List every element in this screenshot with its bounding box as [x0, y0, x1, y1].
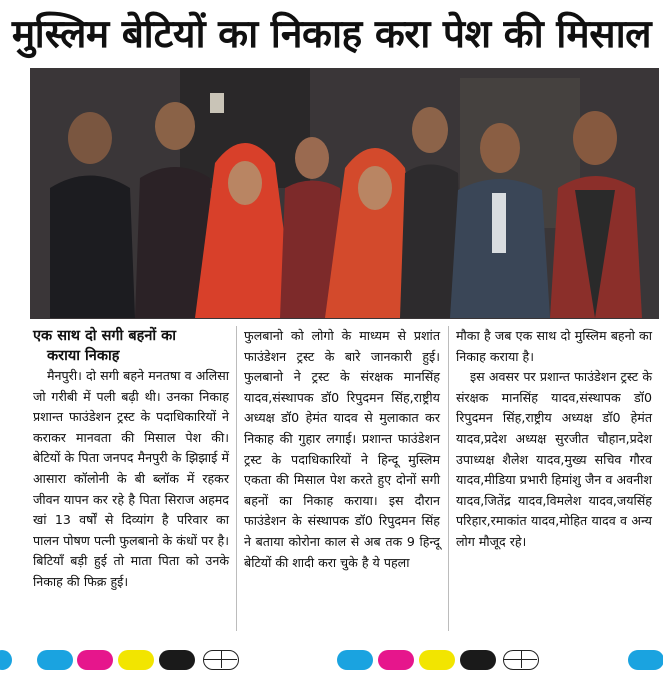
group-photo-icon: [30, 68, 659, 319]
yellow-dot: [419, 650, 455, 670]
subhead-line-1: एक साथ दो सगी बहनों का: [33, 328, 177, 344]
registration-marks-left: [0, 650, 260, 670]
cyan-dot: [628, 650, 663, 670]
subhead-line-2: कराया निकाह: [47, 348, 120, 364]
article-subhead: [33, 326, 229, 366]
cyan-dot: [337, 650, 373, 670]
article-paragraph: मौका है जब एक साथ दो मुस्लिम बहनो का निकाह कराया है।: [456, 328, 652, 364]
article-column-1: [33, 326, 229, 593]
column-divider: [448, 326, 449, 631]
column-divider: [236, 326, 237, 631]
registration-marks-right: [330, 650, 663, 670]
black-dot: [460, 650, 496, 670]
article-paragraph: मैनपुरी। दो सगी बहने मनतषा व अलिसा जो गरीबी में पली बढ़ी थी। उनका निकाह प्रशान्त फाउंडेशन ट्रस्ट के पदाधिकारियों ने कराकर मानवता की मिसाल पेश की। बेटियों के पिता जनपद मैनपुरी के झिझाई में आसारा कॉलोनी के बी ब्लॉक में रहकर जीवन यापन कर रहे है पिता सिराज अहमद खां 13 वर्षों से दिव्यांग है परिवार का पालन पोषण पत्नी फुलबानो के कंधों पर है। बिटियाँ बड़ी हुई तो माता पिता को उनके निकाह की फिक्र हुई।: [33, 368, 229, 589]
page-title: मुस्लिम बेटियों का निकाह करा पेश की मिसाल: [11, 11, 652, 57]
black-dot: [159, 650, 195, 670]
group-photo: [30, 68, 659, 319]
cyan-dot: [0, 650, 12, 670]
article-column-3: [456, 326, 652, 553]
magenta-dot: [378, 650, 414, 670]
yellow-dot: [118, 650, 154, 670]
article-column-2: [244, 326, 440, 573]
cyan-dot: [37, 650, 73, 670]
crosshair-icon: [203, 650, 239, 670]
crosshair-icon: [503, 650, 539, 670]
article-paragraph: इस अवसर पर प्रशान्त फाउंडेशन ट्रस्ट के संरक्षक मानसिंह यादव,संस्थापक डॉ0 रिपुदमन सिंह,राष्ट्रीय अध्यक्ष डॉ0 हेमंत यादव,प्रदेश अध्यक्ष सुरजीत चौहान,प्रदेश उपाध्यक्ष शैलेश यादव,मुख्य सचिव गौरव यादव,मीडिया प्रभारी हिमांशु जैन व अवनीश यादव,जितेंद्र यादव,विमलेश यादव,जयसिंह परिहार,रमाकांत यादव,मोहित यादव व अन्य लोग मौजूद रहे।: [456, 369, 652, 549]
article-paragraph: फुलबानो को लोगो के माध्यम से प्रशांत फाउंडेशन ट्रस्ट के बारे जानकारी हुई। फुलबानो ने ट्रस्ट के संरक्षक मानसिंह यादव,संस्थापक डॉ0 रिपुदमन सिंह,राष्ट्रीय अध्यक्ष डॉ0 हेमंत यादव से मुलाकात कर निकाह की गुहार लगाई। प्रशान्त फाउंडेशन ट्रस्ट के पदाधिकारियों ने हिन्दू मुस्लिम एकता की मिसाल पेश करते हुए दोनों सगी बहनों का निकाह कराया। इस दौरान फाउंडेशन के संस्थापक डॉ0 रिपुदमन सिंह ने बताया कोरोना काल से अब तक 9 हिन्दू बेटियों की शादी करा चुके है ये पहला: [244, 328, 440, 570]
magenta-dot: [77, 650, 113, 670]
